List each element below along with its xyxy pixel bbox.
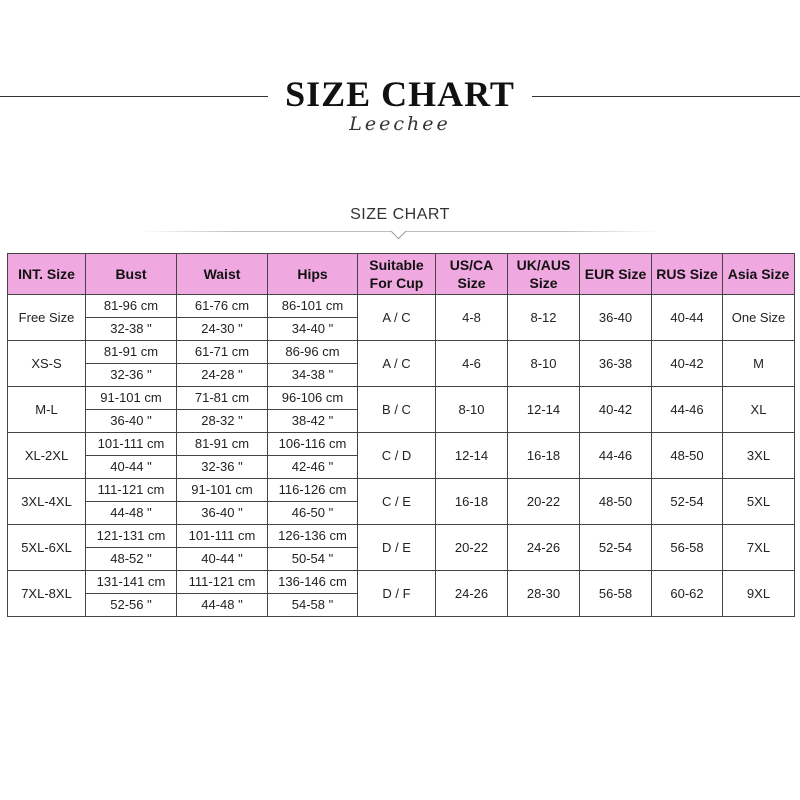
int-size-cell: 5XL-6XL [8, 525, 86, 571]
int-size-cell: Free Size [8, 295, 86, 341]
bust-in-cell: 40-44 " [86, 456, 177, 479]
bust-cm-cell: 91-101 cm [86, 387, 177, 410]
uk-aus-cell: 16-18 [508, 433, 580, 479]
table-row [8, 341, 795, 364]
uk-aus-cell: 20-22 [508, 479, 580, 525]
waist-in-cell: 36-40 " [177, 502, 268, 525]
caption-arrow-icon [391, 224, 407, 240]
rus-cell: 52-54 [652, 479, 723, 525]
hips-in-cell: 38-42 " [268, 410, 358, 433]
bust-in-cell: 48-52 " [86, 548, 177, 571]
int-size-cell: XS-S [8, 341, 86, 387]
us-ca-cell: 4-8 [436, 295, 508, 341]
cup-cell: A / C [358, 295, 436, 341]
int-size-cell: XL-2XL [8, 433, 86, 479]
table-row [8, 479, 795, 502]
hips-cm-cell: 116-126 cm [268, 479, 358, 502]
table-row [8, 525, 795, 548]
us-ca-cell: 20-22 [436, 525, 508, 571]
waist-in-cell: 40-44 " [177, 548, 268, 571]
asia-cell: 9XL [723, 571, 795, 617]
bust-in-cell: 52-56 " [86, 594, 177, 617]
us-ca-cell: 4-6 [436, 341, 508, 387]
hips-cm-cell: 96-106 cm [268, 387, 358, 410]
uk-aus-cell: 8-10 [508, 341, 580, 387]
waist-cm-cell: 81-91 cm [177, 433, 268, 456]
waist-cm-cell: 101-111 cm [177, 525, 268, 548]
rus-cell: 40-44 [652, 295, 723, 341]
waist-in-cell: 28-32 " [177, 410, 268, 433]
waist-cm-cell: 61-76 cm [177, 295, 268, 318]
hips-cm-cell: 86-101 cm [268, 295, 358, 318]
eur-cell: 48-50 [580, 479, 652, 525]
column-header: EUR Size [580, 254, 652, 295]
hips-cm-cell: 106-116 cm [268, 433, 358, 456]
bust-in-cell: 44-48 " [86, 502, 177, 525]
cup-cell: C / D [358, 433, 436, 479]
uk-aus-cell: 12-14 [508, 387, 580, 433]
bust-cm-cell: 81-96 cm [86, 295, 177, 318]
cup-cell: D / E [358, 525, 436, 571]
asia-cell: One Size [723, 295, 795, 341]
bust-in-cell: 32-36 " [86, 364, 177, 387]
hips-in-cell: 34-40 " [268, 318, 358, 341]
rus-cell: 60-62 [652, 571, 723, 617]
column-header: INT. Size [8, 254, 86, 295]
hips-in-cell: 34-38 " [268, 364, 358, 387]
eur-cell: 56-58 [580, 571, 652, 617]
bust-cm-cell: 81-91 cm [86, 341, 177, 364]
column-header: Bust [86, 254, 177, 295]
bust-cm-cell: 101-111 cm [86, 433, 177, 456]
eur-cell: 52-54 [580, 525, 652, 571]
us-ca-cell: 12-14 [436, 433, 508, 479]
table-row [8, 433, 795, 456]
hips-cm-cell: 86-96 cm [268, 341, 358, 364]
rus-cell: 48-50 [652, 433, 723, 479]
hips-in-cell: 50-54 " [268, 548, 358, 571]
bust-cm-cell: 131-141 cm [86, 571, 177, 594]
us-ca-cell: 16-18 [436, 479, 508, 525]
size-chart-table [7, 253, 795, 617]
int-size-cell: 7XL-8XL [8, 571, 86, 617]
table-row [8, 571, 795, 594]
eur-cell: 36-38 [580, 341, 652, 387]
column-header: Waist [177, 254, 268, 295]
hips-in-cell: 42-46 " [268, 456, 358, 479]
waist-in-cell: 24-28 " [177, 364, 268, 387]
asia-cell: M [723, 341, 795, 387]
eur-cell: 36-40 [580, 295, 652, 341]
bust-in-cell: 36-40 " [86, 410, 177, 433]
hips-cm-cell: 126-136 cm [268, 525, 358, 548]
waist-in-cell: 32-36 " [177, 456, 268, 479]
column-header: Hips [268, 254, 358, 295]
us-ca-cell: 8-10 [436, 387, 508, 433]
column-header: RUS Size [652, 254, 723, 295]
eur-cell: 44-46 [580, 433, 652, 479]
hips-cm-cell: 136-146 cm [268, 571, 358, 594]
asia-cell: 5XL [723, 479, 795, 525]
int-size-cell: M-L [8, 387, 86, 433]
table-row [8, 387, 795, 410]
eur-cell: 40-42 [580, 387, 652, 433]
us-ca-cell: 24-26 [436, 571, 508, 617]
uk-aus-cell: 28-30 [508, 571, 580, 617]
page-title: SIZE CHART [285, 74, 515, 114]
brand-name: Leechee [349, 113, 451, 135]
cup-cell: B / C [358, 387, 436, 433]
waist-cm-cell: 71-81 cm [177, 387, 268, 410]
cup-cell: A / C [358, 341, 436, 387]
table-row [8, 295, 795, 318]
cup-cell: D / F [358, 571, 436, 617]
waist-in-cell: 44-48 " [177, 594, 268, 617]
waist-cm-cell: 111-121 cm [177, 571, 268, 594]
waist-cm-cell: 91-101 cm [177, 479, 268, 502]
rus-cell: 40-42 [652, 341, 723, 387]
asia-cell: 3XL [723, 433, 795, 479]
bust-in-cell: 32-38 " [86, 318, 177, 341]
bust-cm-cell: 111-121 cm [86, 479, 177, 502]
int-size-cell: 3XL-4XL [8, 479, 86, 525]
column-header: US/CA Size [436, 254, 508, 295]
rus-cell: 56-58 [652, 525, 723, 571]
bust-cm-cell: 121-131 cm [86, 525, 177, 548]
waist-in-cell: 24-30 " [177, 318, 268, 341]
asia-cell: XL [723, 387, 795, 433]
asia-cell: 7XL [723, 525, 795, 571]
column-header: UK/AUS Size [508, 254, 580, 295]
column-header: Asia Size [723, 254, 795, 295]
hips-in-cell: 54-58 " [268, 594, 358, 617]
column-header: Suitable For Cup [358, 254, 436, 295]
table-header-row [8, 254, 795, 295]
waist-cm-cell: 61-71 cm [177, 341, 268, 364]
rus-cell: 44-46 [652, 387, 723, 433]
hips-in-cell: 46-50 " [268, 502, 358, 525]
uk-aus-cell: 24-26 [508, 525, 580, 571]
uk-aus-cell: 8-12 [508, 295, 580, 341]
cup-cell: C / E [358, 479, 436, 525]
table-caption: SIZE CHART [350, 206, 450, 223]
